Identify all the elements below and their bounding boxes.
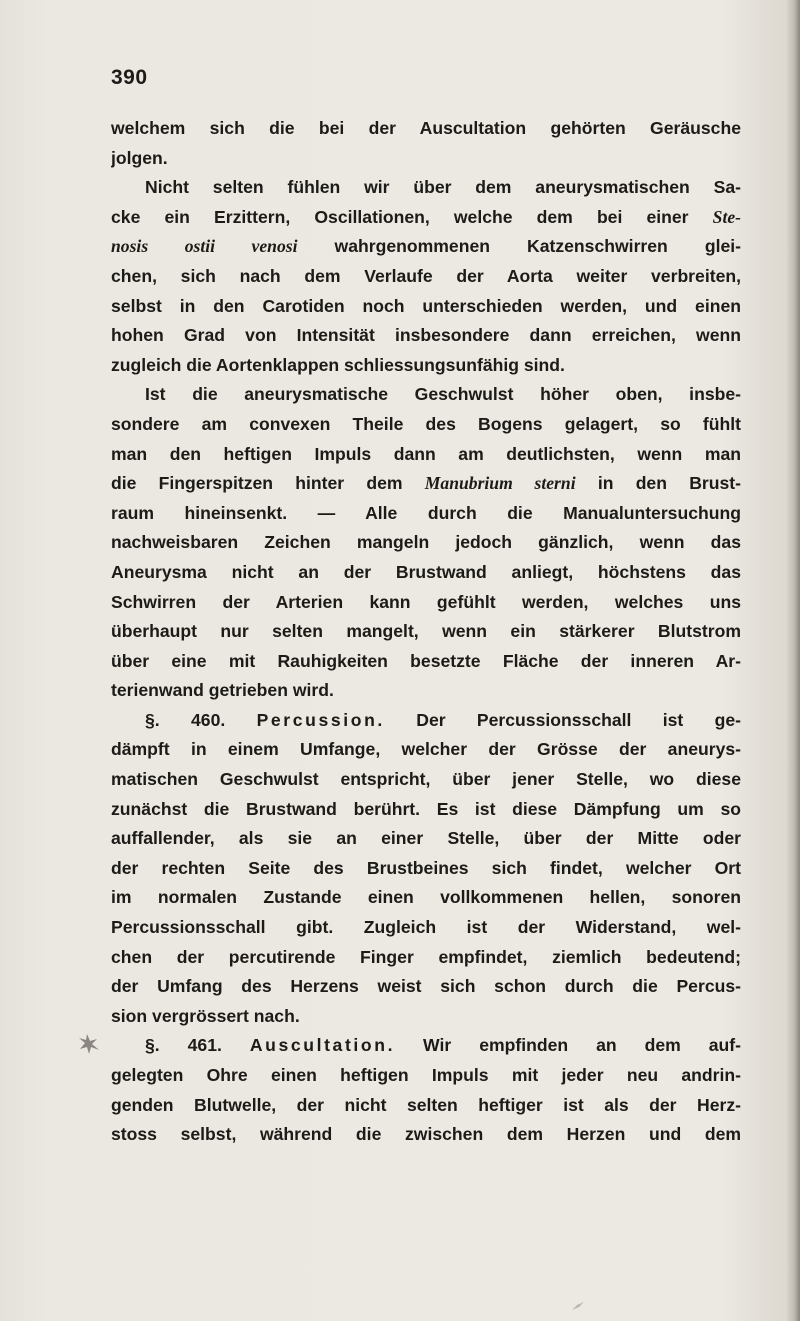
text-segment: welchem sich die bei der Auscultation gehörten Geräusche xyxy=(111,118,741,138)
text-segment: selbst in den Carotiden noch unterschieden werden, und einen xyxy=(111,295,741,316)
text-line xyxy=(111,1061,741,1091)
text-line xyxy=(111,528,741,558)
text-segment: der rechten Seite des Brustbeines sich findet, welcher Ort xyxy=(111,857,741,878)
text-line xyxy=(111,617,741,647)
text-line xyxy=(111,262,741,292)
text-segment: chen der percutirende Finger empfindet, ziemlich bedeutend; xyxy=(111,946,741,967)
text-segment: Aneurysma nicht an der Brustwand anliegt, höchstens das xyxy=(111,561,741,582)
page-edge-shadow xyxy=(786,0,800,1321)
text-line xyxy=(111,943,741,973)
text-segment: Der Percussionsschall ist ge- xyxy=(384,709,741,730)
text-line xyxy=(111,647,741,677)
text-segment: Wir empfinden an dem auf- xyxy=(395,1035,741,1056)
text-segment: die Fingerspitzen hinter dem xyxy=(111,473,425,494)
text-segment: terienwand getrieben wird. xyxy=(111,680,334,701)
text-line xyxy=(111,1120,741,1150)
text-line xyxy=(111,1031,741,1061)
text-segment: überhaupt nur selten mangelt, wenn ein stärkerer Blutstrom xyxy=(111,621,741,642)
text-segment: wahrgenommenen Katzenschwirren glei- xyxy=(297,236,741,257)
text-segment: im normalen Zustande einen vollkommenen hellen, sonoren xyxy=(111,887,741,908)
text-segment: Percussionsschall gibt. Zugleich ist der Widerstand, wel- xyxy=(111,917,741,938)
text-segment: chen, sich nach dem Verlaufe der Aorta weiter verbreiten, xyxy=(111,265,741,286)
italic-term: Ste- xyxy=(712,206,741,227)
text-segment: der Umfang des Herzens weist sich schon durch die Percus- xyxy=(111,976,741,997)
page-number: 390 xyxy=(111,66,148,89)
paper-speck-icon xyxy=(571,1301,585,1311)
text-line xyxy=(111,380,741,410)
text-line xyxy=(111,440,741,470)
text-line xyxy=(111,173,741,203)
section-heading: Percussion. xyxy=(256,709,385,730)
text-line xyxy=(111,795,741,825)
text-segment: Nicht selten fühlen wir über dem aneurysmatischen Sa- xyxy=(145,177,741,198)
text-line xyxy=(111,706,741,736)
text-segment: dämpft in einem Umfange, welcher der Grösse der aneurys- xyxy=(111,739,741,760)
text-line xyxy=(111,292,741,322)
text-line xyxy=(111,321,741,351)
text-line xyxy=(111,676,741,706)
text-line xyxy=(111,410,741,440)
text-line xyxy=(111,854,741,884)
text-segment: raum hineinsenkt. — Alle durch die Manualuntersuchung xyxy=(111,502,741,523)
ink-blot-icon xyxy=(77,1031,103,1057)
text-segment: über eine mit Rauhigkeiten besetzte Fläche der inneren Ar- xyxy=(111,650,741,671)
text-line xyxy=(111,765,741,795)
text-segment: auffallender, als sie an einer Stelle, über der Mitte oder xyxy=(111,828,741,849)
text-segment: nachweisbaren Zeichen mangeln jedoch gänzlich, wenn das xyxy=(111,532,741,553)
text-segment: Ist die aneurysmatische Geschwulst höher oben, insbe- xyxy=(145,384,741,405)
text-line xyxy=(111,883,741,913)
text-line xyxy=(111,1002,741,1032)
text-line xyxy=(111,913,741,943)
text-line xyxy=(111,588,741,618)
text-segment: in den Brust- xyxy=(575,473,741,494)
italic-term: nosis ostii venosi xyxy=(111,236,298,257)
text-line xyxy=(111,144,741,174)
text-segment: sondere am convexen Theile des Bogens gelagert, so fühlt xyxy=(111,413,741,434)
text-segment: §. 460. xyxy=(145,709,257,730)
text-line xyxy=(111,735,741,765)
text-line xyxy=(111,114,741,144)
text-line xyxy=(111,203,741,233)
text-segment: man den heftigen Impuls dann am deutlichsten, wenn man xyxy=(111,443,741,464)
text-segment: §. 461. xyxy=(145,1035,250,1056)
text-segment: jolgen. xyxy=(111,147,168,168)
text-line xyxy=(111,972,741,1002)
section-heading: Auscultation. xyxy=(249,1035,396,1056)
text-segment: gelegten Ohre einen heftigen Impuls mit jeder neu andrin- xyxy=(111,1065,741,1085)
text-segment: hohen Grad von Intensität insbesondere dann erreichen, wenn xyxy=(111,325,741,346)
text-segment: zugleich die Aortenklappen schliessungsunfähig sind. xyxy=(111,354,565,375)
text-line xyxy=(111,1091,741,1121)
text-line xyxy=(111,824,741,854)
text-segment: stoss selbst, während die zwischen dem Herzen und dem xyxy=(111,1124,741,1145)
text-segment: sion vergrössert nach. xyxy=(111,1005,300,1026)
text-line xyxy=(111,232,741,262)
text-segment: cke ein Erzittern, Oscillationen, welche dem bei einer xyxy=(111,206,713,227)
text-segment: zunächst die Brustwand berührt. Es ist diese Dämpfung um so xyxy=(111,798,741,819)
text-segment: matischen Geschwulst entspricht, über jener Stelle, wo diese xyxy=(111,769,741,790)
text-segment: genden Blutwelle, der nicht selten heftiger ist als der Herz- xyxy=(111,1094,741,1115)
text-segment: Schwirren der Arterien kann gefühlt werden, welches uns xyxy=(111,591,741,612)
body-text xyxy=(111,114,741,1150)
text-line xyxy=(111,351,741,381)
italic-term: Manubrium sterni xyxy=(424,473,576,494)
text-line xyxy=(111,469,741,499)
text-line xyxy=(111,499,741,529)
text-line xyxy=(111,558,741,588)
